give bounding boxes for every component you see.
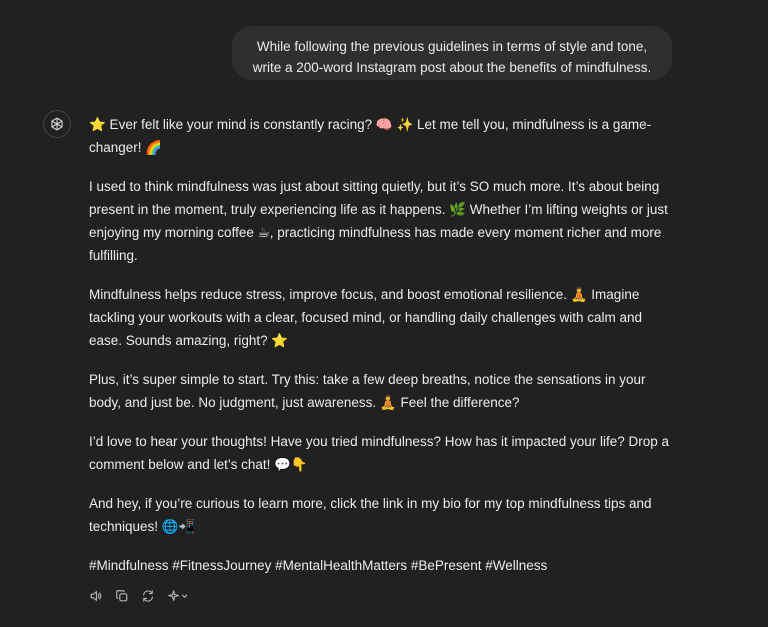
openai-logo-icon (49, 116, 65, 132)
user-message-line: write a 200-word Instagram post about the benefits of mindfulness. (252, 60, 652, 75)
message-paragraph: I’d love to hear your thoughts! Have you tried mindfulness? How has it impacted your life? Drop a comment below and let’s chat! 💬👇 (89, 434, 670, 472)
copy-button[interactable] (114, 588, 130, 604)
message-paragraph: And hey, if you’re curious to learn more, click the link in my bio for my top mindfulness tips and techniques! 🌐📲 (89, 496, 652, 534)
assistant-message (89, 113, 674, 577)
change-model-icon (167, 589, 189, 603)
user-message-line: While following the previous guidelines in terms of style and tone, (256, 39, 648, 54)
assistant-avatar (43, 110, 71, 138)
read-aloud-icon (89, 589, 103, 603)
message-action-bar (88, 587, 190, 605)
read-aloud-button[interactable] (88, 588, 104, 604)
regenerate-icon (141, 589, 155, 603)
change-model-button[interactable] (166, 588, 190, 604)
message-paragraph: I used to think mindfulness was just about sitting quietly, but it’s SO much more. It’s about being present in the moment, truly experiencing life as it happens. 🌿 Whether I’m lifting weights or just enjoying my morning coffee ☕, practicing mindfulness has made every moment richer and more fulfilling. (89, 179, 668, 263)
message-paragraph: ⭐ Ever felt like your mind is constantly racing? 🧠 ✨ Let me tell you, mindfulness is a game-changer! 🌈 (89, 117, 652, 155)
copy-icon (115, 589, 129, 603)
user-message-bubble (232, 26, 672, 80)
message-paragraph: Plus, it’s super simple to start. Try this: take a few deep breaths, notice the sensations in your body, and just be. No judgment, just awareness. 🧘 Feel the difference? (89, 372, 646, 410)
message-paragraph: Mindfulness helps reduce stress, improve focus, and boost emotional resilience. 🧘 Imagine tackling your workouts with a clear, focused mind, or handling daily challenges with calm and ease. Sounds amazing, right? ⭐ (89, 287, 643, 348)
regenerate-button[interactable] (140, 588, 156, 604)
hashtags: #Mindfulness #FitnessJourney #MentalHealthMatters #BePresent #Wellness (89, 558, 548, 573)
